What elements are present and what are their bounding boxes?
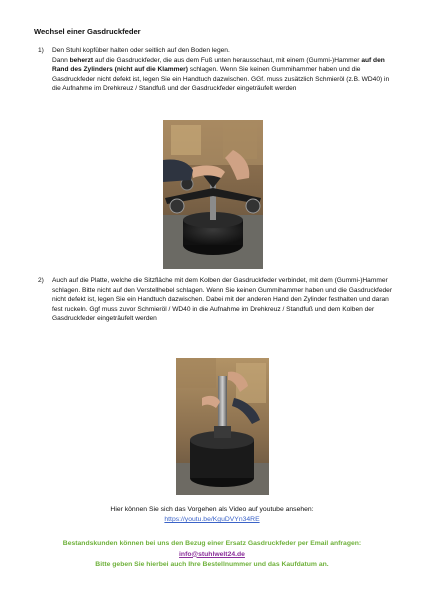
- video-note-text: Hier können Sie sich das Vorgehen als Video auf youtube ansehen:: [110, 506, 314, 513]
- step-2-paragraph: Auch auf die Platte, welche die Sitzfläche mit dem Kolben der Gasdruckfeder verbindet, mit dem (Gummi-)Hammer schlagen. Bitte nicht auf den Verstellhebel schlagen. Wenn Sie keinen Gummihammer haben und die Gasdruckfeder nicht defekt ist, legen Sie ein Handtuch dazwischen. Dabei mit der anderen Hand den Zylinder festhalten und daran fest ruckeln. Ggf muss zuvor Schmieröl / WD40 in die Aufnahme im Drehkreuz / Standfuß und dem Kolben der Gasdruckfeder eingeträufelt werden: [52, 277, 393, 323]
- step-2: [38, 276, 394, 324]
- contact-info: [0, 539, 424, 571]
- step-1-seg-a: Dann: [52, 56, 70, 64]
- step-1: [38, 46, 394, 94]
- photo-gas-spring-removal: [176, 358, 269, 495]
- step-2-text: [52, 276, 394, 324]
- contact-email-link[interactable]: info@stuhlwelt24.de: [179, 550, 245, 558]
- contact-line-3: Bitte geben Sie hierbei auch Ihre Bestellnummer und das Kaufdatum an.: [95, 561, 329, 568]
- step-1-seg-e: schlagen. Wenn Sie keinen Gummihammer haben und die Gasdruckfeder nicht defekt ist, legen Sie ein Handtuch dazwischen. GGf. muss zusätzlich Schmieröl (z.B. WD40) in die Aufnahme im Drehkreuz / Standfuß und der Gasdruckfeder eingeträufelt werden: [52, 66, 390, 93]
- step-1-text: [52, 46, 394, 94]
- step-2-number: 2): [38, 277, 44, 284]
- step-1-line-1: Den Stuhl kopfüber halten oder seitlich auf den Boden legen.: [52, 47, 230, 54]
- youtube-link[interactable]: https://youtu.be/KguDVYn34RE: [164, 516, 260, 523]
- step-1-paragraph: [52, 56, 394, 94]
- step-1-seg-c: auf die Gasdruckfeder, die aus dem Fuß unten herausschaut, mit einem (Gummi-)Hammer: [93, 56, 362, 64]
- contact-line-1: Bestandskunden können bei uns den Bezug einer Ersatz Gasdruckfeder per Email anfragen:: [62, 540, 362, 547]
- document-heading: Wechsel einer Gasdruckfeder: [34, 27, 141, 36]
- step-1-number: 1): [38, 47, 44, 54]
- step-1-emphasis-beherzt: beherzt: [69, 56, 94, 64]
- video-note: [0, 505, 424, 525]
- step-1-emphasis-rand: auf den Rand des Zylinders (nicht auf die Klammer): [52, 56, 385, 74]
- photo-chair-base-upside-down: [163, 120, 263, 269]
